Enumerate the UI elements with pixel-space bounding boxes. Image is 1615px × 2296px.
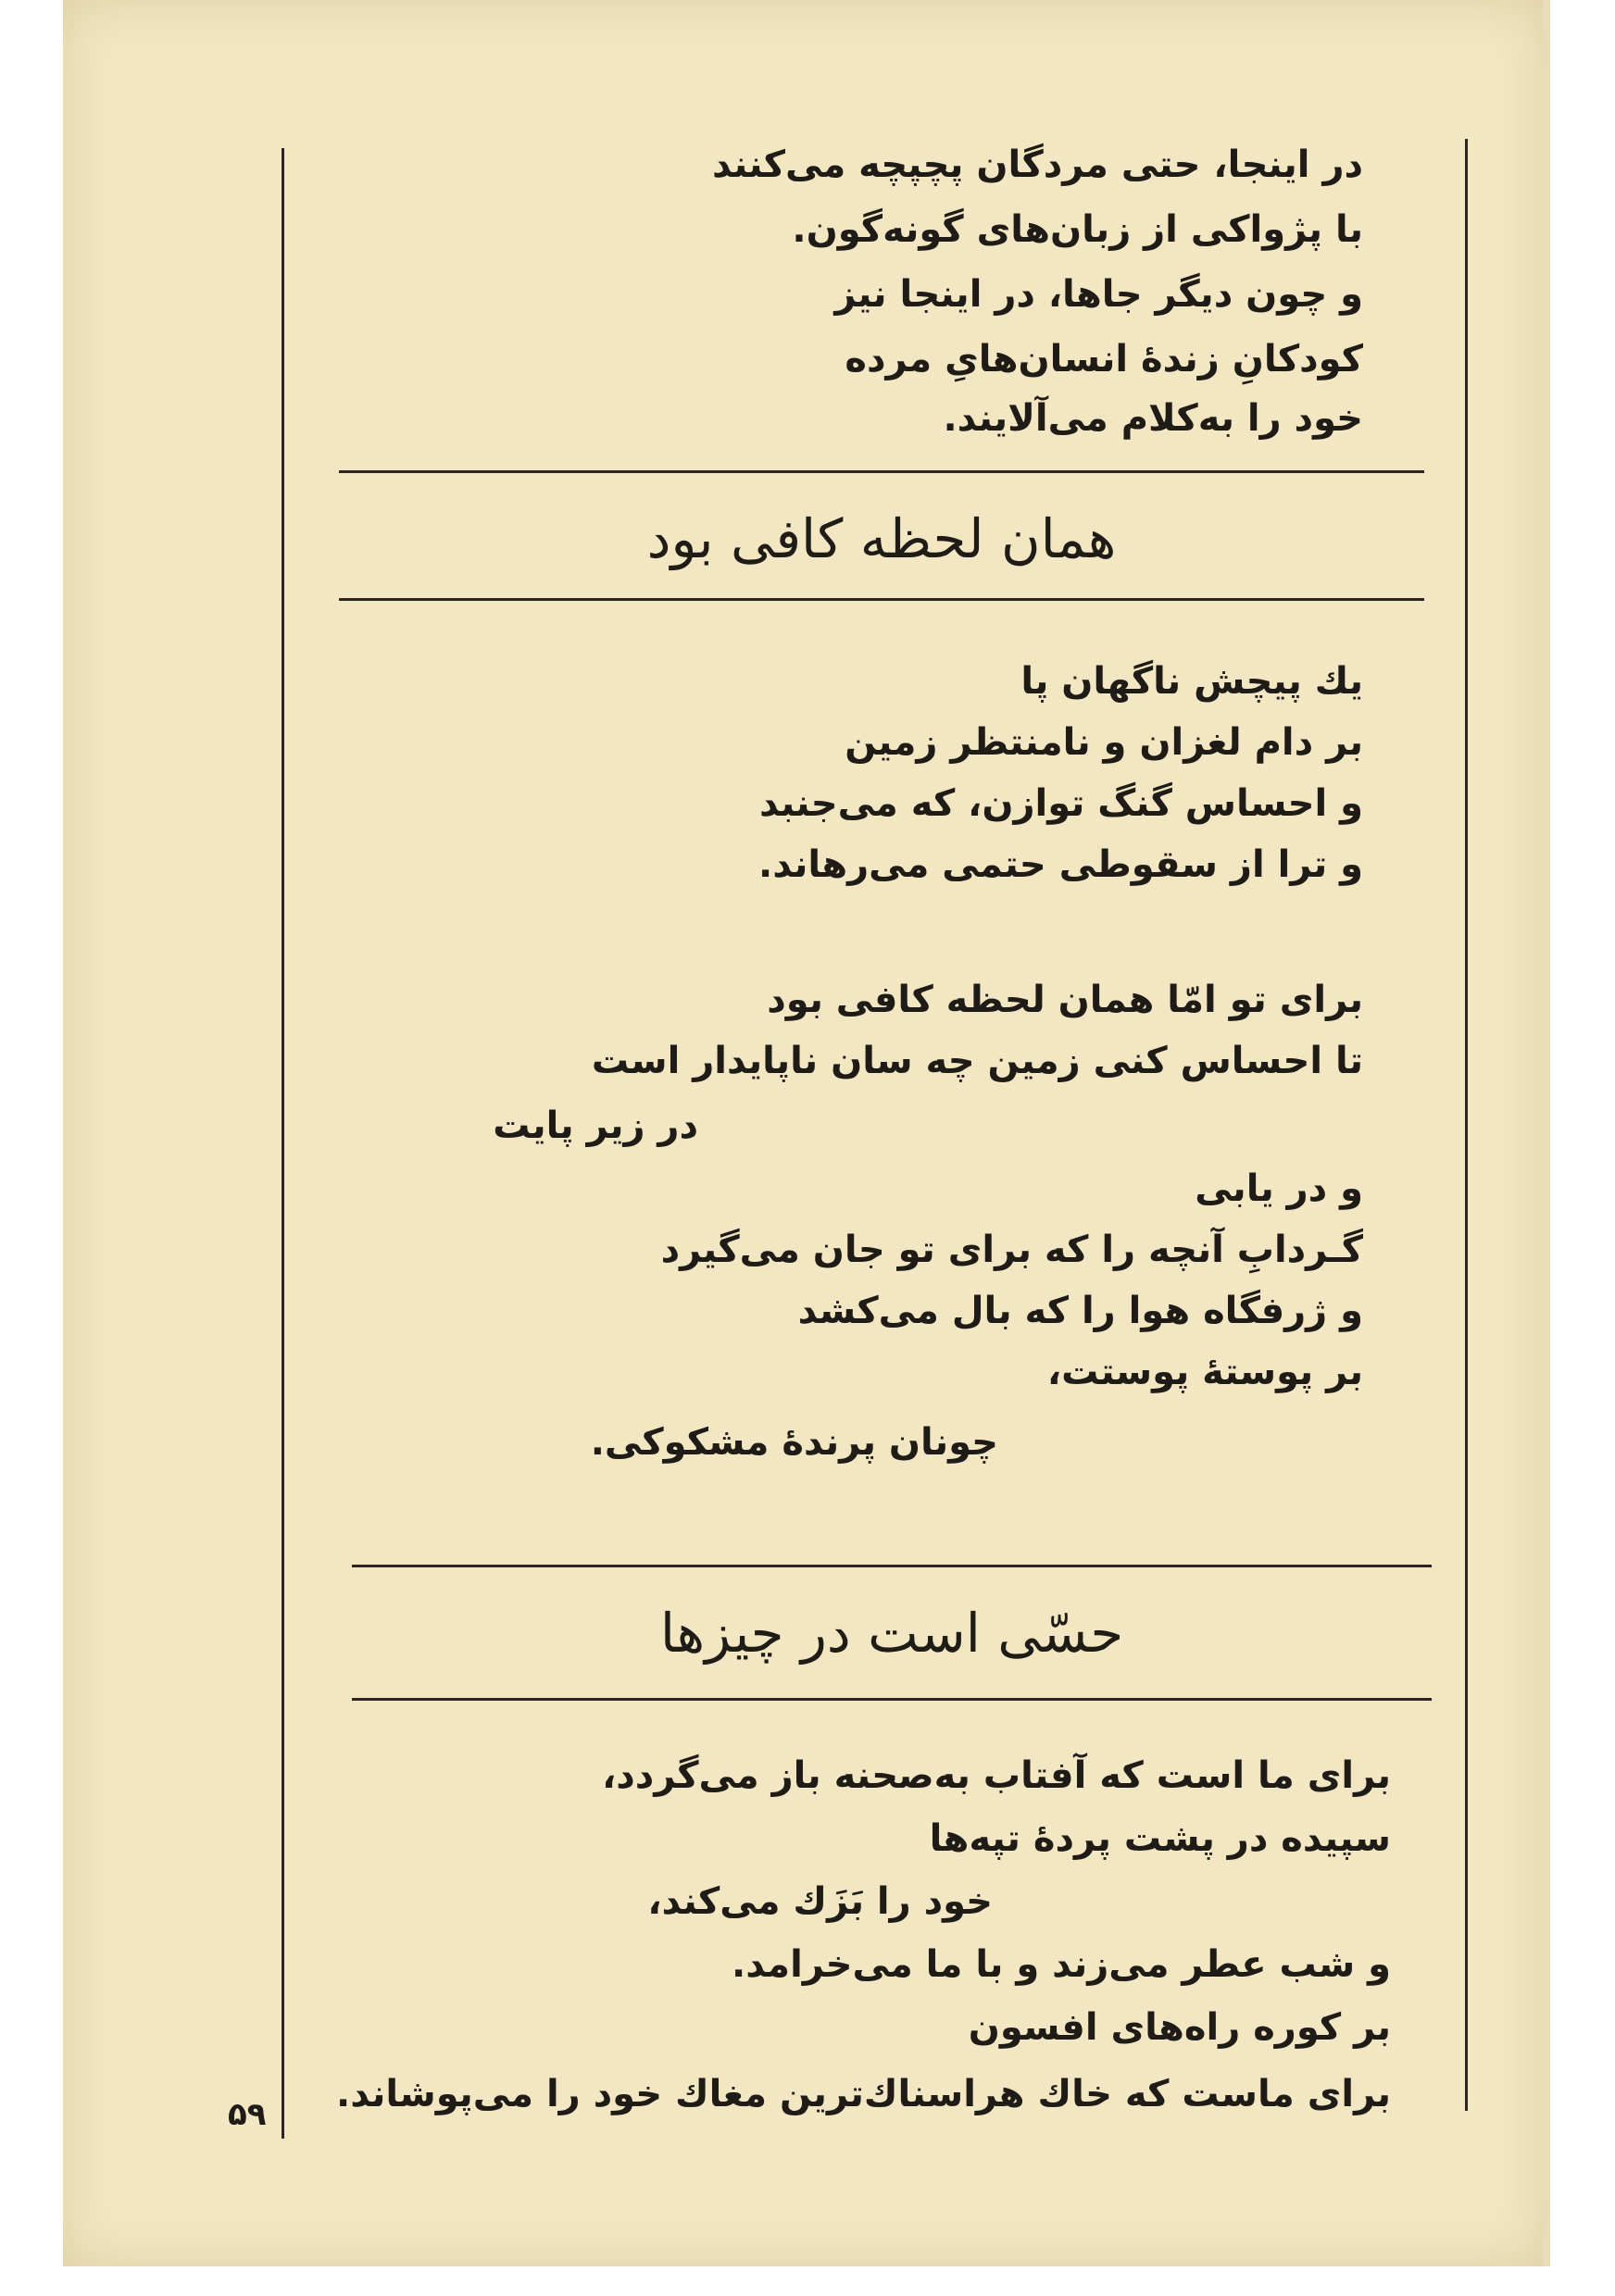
poem-line: خود را به‌کلام می‌آلایند. — [943, 397, 1363, 440]
poem-line: برای ماست که خاك هراسناك‌ترین مغاك خود را می‌پوشاند. — [336, 2073, 1391, 2115]
poem-line-indented: خود را بَزَك می‌کند، — [647, 1880, 993, 1923]
poem-line: و ترا از سقوطی حتمی می‌رهاند. — [758, 843, 1363, 886]
poem-line: بر دام لغزان و نامنتظر زمین — [845, 721, 1363, 764]
poem-line: و شب عطر می‌زند و با ما می‌خرامد. — [732, 1943, 1391, 1986]
right-vertical-rule — [1465, 139, 1468, 2111]
poem-line: گـردابِ آنچه را که برای تو جان می‌گیرد — [660, 1229, 1363, 1271]
section1-rule-bottom — [339, 598, 1424, 601]
poem-line: و احساس گنگ توازن، که می‌جنبد — [758, 782, 1363, 825]
poem-line: برای ما است که آفتاب به‌صحنه باز می‌گردد، — [602, 1754, 1391, 1797]
poem-line: و چون دیگر جاها، در اینجا نیز — [834, 273, 1363, 316]
page-edge — [1543, 0, 1550, 2266]
section1-rule-top — [339, 470, 1424, 473]
poem-line-indented: در زیر پایت — [493, 1104, 698, 1147]
poem-line: برای تو امّا همان لحظه کافی بود — [767, 979, 1363, 1021]
page-number: ۵۹ — [228, 2096, 267, 2133]
poem-line: و ژرفگاه هوا را که بال می‌کشد — [797, 1290, 1363, 1332]
section2-title: حسّی است در چیزها — [659, 1602, 1124, 1665]
section2-rule-bottom — [352, 1698, 1432, 1701]
poem-line-indented: چونان پرندهٔ مشکوکی. — [590, 1421, 998, 1464]
left-vertical-rule — [282, 148, 284, 2139]
poem-line: در اینجا، حتی مردگان پچپچه می‌کنند — [711, 144, 1363, 186]
poem-line: یك پیچش ناگهان پا — [1020, 660, 1363, 703]
section1-title: همان لحظه کافی بود — [646, 507, 1117, 570]
poem-line: بر کوره راه‌های افسون — [968, 2006, 1391, 2049]
poem-line: با پژواکی از زبان‌های گونه‌گون. — [792, 208, 1363, 251]
section2-rule-top — [352, 1565, 1432, 1567]
poem-line: بر پوستهٔ پوستت، — [1046, 1351, 1363, 1393]
poem-line: سپیده در پشت پردهٔ تپه‌ها — [929, 1817, 1391, 1860]
poem-line: کودکانِ زندهٔ انسان‌هایِ مرده — [845, 338, 1363, 381]
poem-line: تا احساس کنی زمین چه سان ناپایدار است — [591, 1040, 1363, 1082]
poem-line: و در یابی — [1195, 1167, 1363, 1210]
